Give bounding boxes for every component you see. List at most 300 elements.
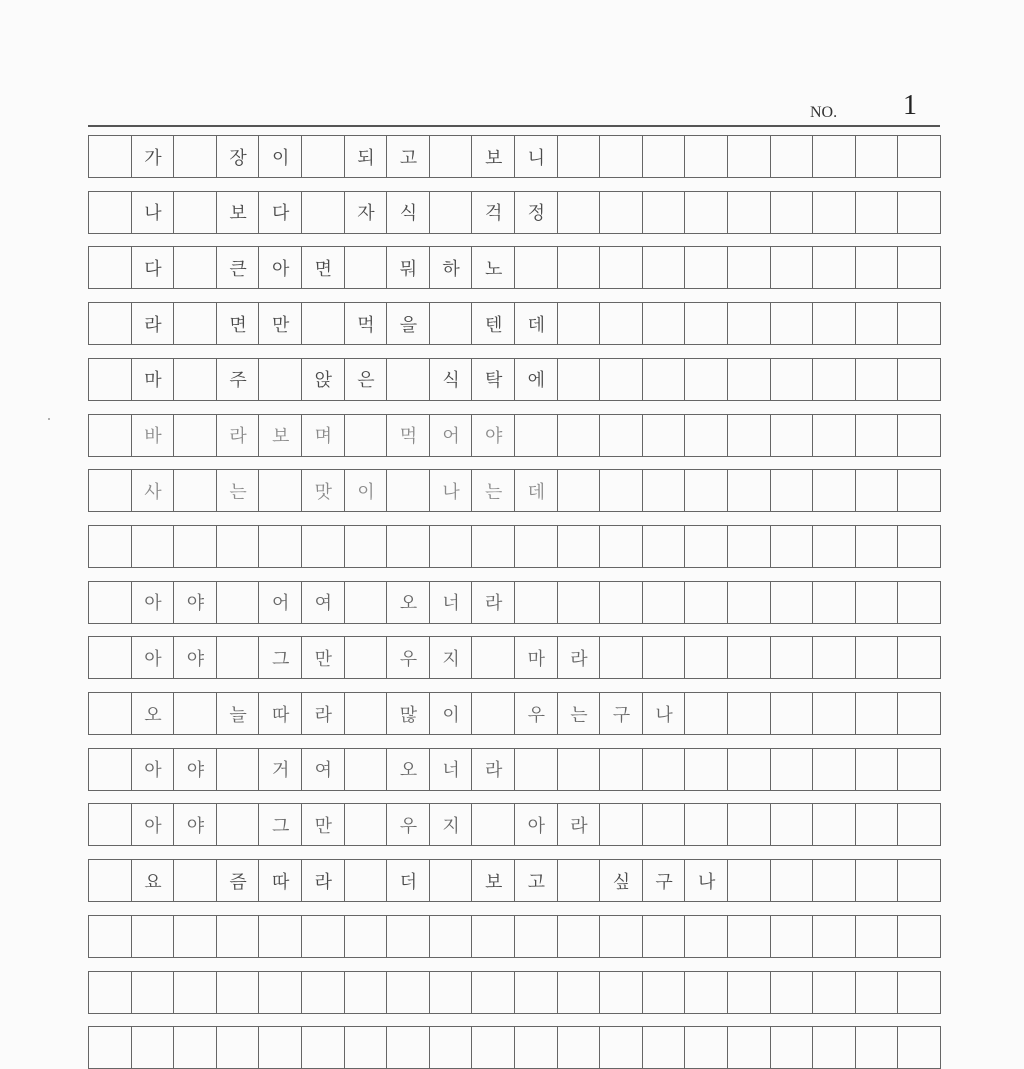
grid-cell: 데 xyxy=(514,302,558,345)
grid-cell xyxy=(897,358,941,401)
grid-cell xyxy=(812,414,856,457)
grid-cell xyxy=(429,859,473,902)
grid-row xyxy=(88,414,940,457)
grid-cell xyxy=(599,358,643,401)
grid-cell xyxy=(557,469,601,512)
grid-cell: 야 xyxy=(173,803,217,846)
grid-cell xyxy=(770,1026,814,1069)
grid-cell xyxy=(301,191,345,234)
grid-cell xyxy=(471,971,515,1014)
grid-cell: 가 xyxy=(131,135,175,178)
grid-cell xyxy=(429,525,473,568)
grid-cell: 너 xyxy=(429,748,473,791)
grid-cell xyxy=(301,135,345,178)
grid-cell xyxy=(301,302,345,345)
grid-cell: 이 xyxy=(429,692,473,735)
grid-cell xyxy=(216,581,260,624)
grid-cell xyxy=(173,414,217,457)
grid-cell xyxy=(727,636,771,679)
grid-cell xyxy=(727,358,771,401)
grid-cell xyxy=(216,636,260,679)
grid-cell xyxy=(855,915,899,958)
grid-cell xyxy=(642,748,686,791)
grid-cell xyxy=(897,748,941,791)
grid-cell xyxy=(258,1026,302,1069)
grid-cell: 보 xyxy=(258,414,302,457)
grid-cell xyxy=(88,915,132,958)
grid-row xyxy=(88,135,940,178)
grid-cell: 야 xyxy=(471,414,515,457)
grid-row xyxy=(88,358,940,401)
grid-cell xyxy=(812,302,856,345)
grid-row xyxy=(88,1026,940,1069)
grid-cell xyxy=(557,581,601,624)
grid-cell xyxy=(770,803,814,846)
grid-cell xyxy=(855,971,899,1014)
grid-cell xyxy=(599,414,643,457)
grid-cell xyxy=(897,246,941,289)
grid-row xyxy=(88,525,940,568)
grid-cell: 더 xyxy=(386,859,430,902)
grid-cell xyxy=(557,971,601,1014)
grid-cell xyxy=(770,581,814,624)
grid-cell xyxy=(684,915,728,958)
grid-row xyxy=(88,803,940,846)
grid-cell: 탁 xyxy=(471,358,515,401)
grid-cell xyxy=(684,636,728,679)
grid-cell xyxy=(770,748,814,791)
grid-cell xyxy=(684,971,728,1014)
grid-cell xyxy=(770,971,814,1014)
grid-cell xyxy=(88,246,132,289)
grid-row xyxy=(88,971,940,1014)
grid-cell xyxy=(88,469,132,512)
grid-cell xyxy=(258,971,302,1014)
grid-cell: 요 xyxy=(131,859,175,902)
grid-cell xyxy=(770,358,814,401)
grid-cell xyxy=(897,1026,941,1069)
grid-cell: 면 xyxy=(216,302,260,345)
grid-cell xyxy=(216,748,260,791)
grid-cell xyxy=(557,246,601,289)
grid-cell xyxy=(514,246,558,289)
grid-row xyxy=(88,915,940,958)
grid-cell xyxy=(727,971,771,1014)
grid-cell xyxy=(855,581,899,624)
grid-cell xyxy=(727,859,771,902)
grid-cell: 아 xyxy=(131,636,175,679)
grid-cell xyxy=(471,915,515,958)
grid-cell xyxy=(258,915,302,958)
grid-cell xyxy=(897,525,941,568)
grid-cell xyxy=(344,971,388,1014)
grid-cell xyxy=(429,135,473,178)
grid-cell xyxy=(301,525,345,568)
grid-cell xyxy=(599,525,643,568)
grid-cell xyxy=(770,246,814,289)
grid-row xyxy=(88,636,940,679)
grid-cell xyxy=(897,581,941,624)
grid-cell: 걱 xyxy=(471,191,515,234)
grid-cell xyxy=(514,748,558,791)
grid-cell xyxy=(173,971,217,1014)
grid-cell: 니 xyxy=(514,135,558,178)
grid-cell xyxy=(642,414,686,457)
grid-cell xyxy=(88,859,132,902)
grid-cell: 되 xyxy=(344,135,388,178)
grid-cell: 텐 xyxy=(471,302,515,345)
grid-cell xyxy=(855,748,899,791)
grid-cell xyxy=(727,915,771,958)
grid-cell xyxy=(855,636,899,679)
grid-cell xyxy=(727,414,771,457)
grid-cell xyxy=(173,246,217,289)
grid-cell xyxy=(642,302,686,345)
grid-cell xyxy=(386,469,430,512)
grid-cell xyxy=(642,358,686,401)
grid-cell: 늘 xyxy=(216,692,260,735)
grid-cell xyxy=(131,971,175,1014)
grid-cell: 아 xyxy=(131,748,175,791)
grid-cell xyxy=(897,636,941,679)
grid-cell xyxy=(471,525,515,568)
grid-cell: 다 xyxy=(131,246,175,289)
grid-cell xyxy=(770,915,814,958)
grid-cell xyxy=(514,525,558,568)
grid-cell xyxy=(727,1026,771,1069)
grid-cell xyxy=(770,191,814,234)
grid-cell: 이 xyxy=(258,135,302,178)
grid-cell xyxy=(557,191,601,234)
grid-cell xyxy=(599,246,643,289)
grid-cell xyxy=(173,525,217,568)
grid-cell: 즘 xyxy=(216,859,260,902)
grid-cell xyxy=(471,636,515,679)
grid-cell xyxy=(88,636,132,679)
grid-cell xyxy=(897,414,941,457)
grid-cell: 아 xyxy=(514,803,558,846)
grid-cell xyxy=(514,915,558,958)
grid-cell xyxy=(897,135,941,178)
grid-cell xyxy=(642,581,686,624)
grid-cell: 보 xyxy=(471,859,515,902)
grid-cell xyxy=(727,692,771,735)
grid-cell: 에 xyxy=(514,358,558,401)
grid-cell: 보 xyxy=(216,191,260,234)
grid-cell xyxy=(173,191,217,234)
grid-cell xyxy=(812,692,856,735)
grid-cell xyxy=(258,525,302,568)
grid-cell xyxy=(471,692,515,735)
grid-cell xyxy=(855,135,899,178)
grid-cell xyxy=(897,692,941,735)
grid-cell xyxy=(855,803,899,846)
grid-cell xyxy=(812,803,856,846)
grid-cell: 나 xyxy=(429,469,473,512)
grid-cell xyxy=(897,191,941,234)
grid-cell: 그 xyxy=(258,803,302,846)
grid-cell xyxy=(727,135,771,178)
grid-row xyxy=(88,191,940,234)
grid-cell: 너 xyxy=(429,581,473,624)
grid-cell: 구 xyxy=(599,692,643,735)
grid-cell xyxy=(812,915,856,958)
grid-cell xyxy=(599,748,643,791)
grid-cell xyxy=(770,469,814,512)
grid-cell: 야 xyxy=(173,748,217,791)
grid-cell: 우 xyxy=(514,692,558,735)
grid-cell xyxy=(770,135,814,178)
grid-cell: 만 xyxy=(258,302,302,345)
grid-cell xyxy=(88,1026,132,1069)
grid-cell xyxy=(429,915,473,958)
grid-cell xyxy=(88,358,132,401)
grid-cell: 사 xyxy=(131,469,175,512)
grid-cell: 따 xyxy=(258,859,302,902)
grid-cell: 라 xyxy=(301,692,345,735)
grid-cell: 거 xyxy=(258,748,302,791)
grid-cell: 야 xyxy=(173,636,217,679)
grid-cell xyxy=(812,581,856,624)
grid-cell xyxy=(386,358,430,401)
grid-cell xyxy=(684,581,728,624)
grid-cell: 는 xyxy=(557,692,601,735)
grid-cell xyxy=(344,581,388,624)
grid-cell: 장 xyxy=(216,135,260,178)
grid-cell: 면 xyxy=(301,246,345,289)
grid-cell: 나 xyxy=(642,692,686,735)
grid-cell xyxy=(429,191,473,234)
grid-cell: 따 xyxy=(258,692,302,735)
grid-cell xyxy=(557,414,601,457)
grid-cell xyxy=(429,971,473,1014)
grid-cell xyxy=(386,525,430,568)
grid-cell xyxy=(855,469,899,512)
grid-row xyxy=(88,469,940,512)
grid-cell: 정 xyxy=(514,191,558,234)
grid-cell: 라 xyxy=(301,859,345,902)
grid-cell: 우 xyxy=(386,803,430,846)
grid-cell: 식 xyxy=(429,358,473,401)
grid-cell xyxy=(727,302,771,345)
grid-cell: 지 xyxy=(429,803,473,846)
grid-cell xyxy=(471,1026,515,1069)
grid-cell xyxy=(173,358,217,401)
grid-cell: 식 xyxy=(386,191,430,234)
paper-speck xyxy=(48,418,50,420)
grid-cell xyxy=(131,1026,175,1069)
grid-cell xyxy=(642,803,686,846)
grid-cell: 어 xyxy=(429,414,473,457)
grid-cell xyxy=(812,859,856,902)
grid-cell xyxy=(642,246,686,289)
grid-row xyxy=(88,692,940,735)
grid-cell xyxy=(344,414,388,457)
grid-cell: 데 xyxy=(514,469,558,512)
grid-cell xyxy=(599,191,643,234)
grid-cell xyxy=(216,525,260,568)
grid-cell: 는 xyxy=(216,469,260,512)
grid-cell xyxy=(812,358,856,401)
grid-cell xyxy=(684,191,728,234)
grid-cell: 나 xyxy=(131,191,175,234)
grid-cell xyxy=(173,1026,217,1069)
grid-cell: 맛 xyxy=(301,469,345,512)
grid-cell xyxy=(642,135,686,178)
grid-cell xyxy=(258,469,302,512)
grid-cell xyxy=(557,525,601,568)
grid-cell: 은 xyxy=(344,358,388,401)
grid-cell xyxy=(684,803,728,846)
grid-cell xyxy=(812,971,856,1014)
grid-cell xyxy=(642,525,686,568)
grid-cell xyxy=(770,525,814,568)
grid-cell xyxy=(216,803,260,846)
grid-cell xyxy=(344,859,388,902)
grid-cell xyxy=(173,859,217,902)
grid-cell xyxy=(599,135,643,178)
grid-cell xyxy=(88,135,132,178)
grid-cell xyxy=(897,915,941,958)
grid-cell xyxy=(812,191,856,234)
grid-cell xyxy=(812,525,856,568)
grid-cell xyxy=(386,915,430,958)
grid-cell xyxy=(642,636,686,679)
grid-cell xyxy=(599,915,643,958)
grid-cell xyxy=(684,748,728,791)
grid-cell xyxy=(897,859,941,902)
grid-cell xyxy=(684,135,728,178)
grid-cell xyxy=(344,246,388,289)
grid-cell: 오 xyxy=(386,581,430,624)
grid-cell: 뭐 xyxy=(386,246,430,289)
grid-cell: 큰 xyxy=(216,246,260,289)
grid-cell: 어 xyxy=(258,581,302,624)
grid-cell xyxy=(684,525,728,568)
grid-cell xyxy=(216,971,260,1014)
header-rule xyxy=(88,125,940,127)
grid-cell xyxy=(727,191,771,234)
grid-cell: 자 xyxy=(344,191,388,234)
grid-cell xyxy=(727,803,771,846)
grid-row xyxy=(88,581,940,624)
grid-cell xyxy=(684,358,728,401)
grid-cell xyxy=(684,1026,728,1069)
grid-cell xyxy=(301,971,345,1014)
grid-cell xyxy=(429,1026,473,1069)
grid-cell xyxy=(599,636,643,679)
grid-cell xyxy=(386,971,430,1014)
grid-cell: 여 xyxy=(301,748,345,791)
grid-cell: 아 xyxy=(131,581,175,624)
grid-cell xyxy=(88,191,132,234)
grid-cell xyxy=(216,915,260,958)
grid-cell xyxy=(897,803,941,846)
grid-cell xyxy=(855,358,899,401)
grid-row xyxy=(88,748,940,791)
grid-cell xyxy=(855,1026,899,1069)
grid-cell xyxy=(514,971,558,1014)
grid-cell xyxy=(770,636,814,679)
grid-cell: 마 xyxy=(131,358,175,401)
grid-cell xyxy=(897,302,941,345)
page-number-label: NO. xyxy=(810,104,838,121)
grid-cell xyxy=(514,581,558,624)
grid-cell xyxy=(514,1026,558,1069)
grid-cell: 하 xyxy=(429,246,473,289)
grid-row xyxy=(88,246,940,289)
grid-cell: 많 xyxy=(386,692,430,735)
grid-cell xyxy=(514,414,558,457)
grid-cell: 싶 xyxy=(599,859,643,902)
grid-cell: 이 xyxy=(344,469,388,512)
grid-cell xyxy=(855,414,899,457)
grid-cell xyxy=(642,469,686,512)
grid-cell xyxy=(386,1026,430,1069)
grid-cell xyxy=(557,358,601,401)
grid-cell xyxy=(88,692,132,735)
grid-cell: 라 xyxy=(557,803,601,846)
grid-cell xyxy=(684,469,728,512)
grid-cell xyxy=(131,525,175,568)
grid-cell xyxy=(855,859,899,902)
grid-cell xyxy=(88,581,132,624)
grid-cell xyxy=(88,414,132,457)
grid-cell: 아 xyxy=(258,246,302,289)
grid-cell: 라 xyxy=(216,414,260,457)
grid-cell: 주 xyxy=(216,358,260,401)
grid-cell xyxy=(599,469,643,512)
grid-cell: 바 xyxy=(131,414,175,457)
grid-cell xyxy=(173,692,217,735)
grid-cell xyxy=(812,636,856,679)
grid-cell xyxy=(599,581,643,624)
grid-cell xyxy=(301,1026,345,1069)
grid-cell xyxy=(173,302,217,345)
grid-row xyxy=(88,302,940,345)
grid-cell xyxy=(770,414,814,457)
grid-cell xyxy=(855,525,899,568)
grid-cell xyxy=(897,469,941,512)
grid-cell: 앉 xyxy=(301,358,345,401)
grid-cell: 노 xyxy=(471,246,515,289)
grid-cell xyxy=(557,302,601,345)
page-number-value: 1 xyxy=(903,90,917,121)
grid-cell xyxy=(344,748,388,791)
grid-cell xyxy=(684,246,728,289)
grid-cell: 여 xyxy=(301,581,345,624)
grid-cell xyxy=(642,915,686,958)
grid-cell: 구 xyxy=(642,859,686,902)
grid-cell xyxy=(557,135,601,178)
grid-cell xyxy=(812,246,856,289)
grid-cell: 나 xyxy=(684,859,728,902)
grid-cell xyxy=(471,803,515,846)
grid-cell xyxy=(173,915,217,958)
grid-cell: 을 xyxy=(386,302,430,345)
grid-cell: 오 xyxy=(131,692,175,735)
grid-cell xyxy=(344,1026,388,1069)
grid-cell xyxy=(88,748,132,791)
grid-cell: 아 xyxy=(131,803,175,846)
grid-cell xyxy=(344,525,388,568)
grid-cell xyxy=(599,302,643,345)
grid-cell xyxy=(429,302,473,345)
grid-cell: 만 xyxy=(301,636,345,679)
grid-cell: 먹 xyxy=(344,302,388,345)
grid-cell xyxy=(770,302,814,345)
grid-cell: 고 xyxy=(386,135,430,178)
